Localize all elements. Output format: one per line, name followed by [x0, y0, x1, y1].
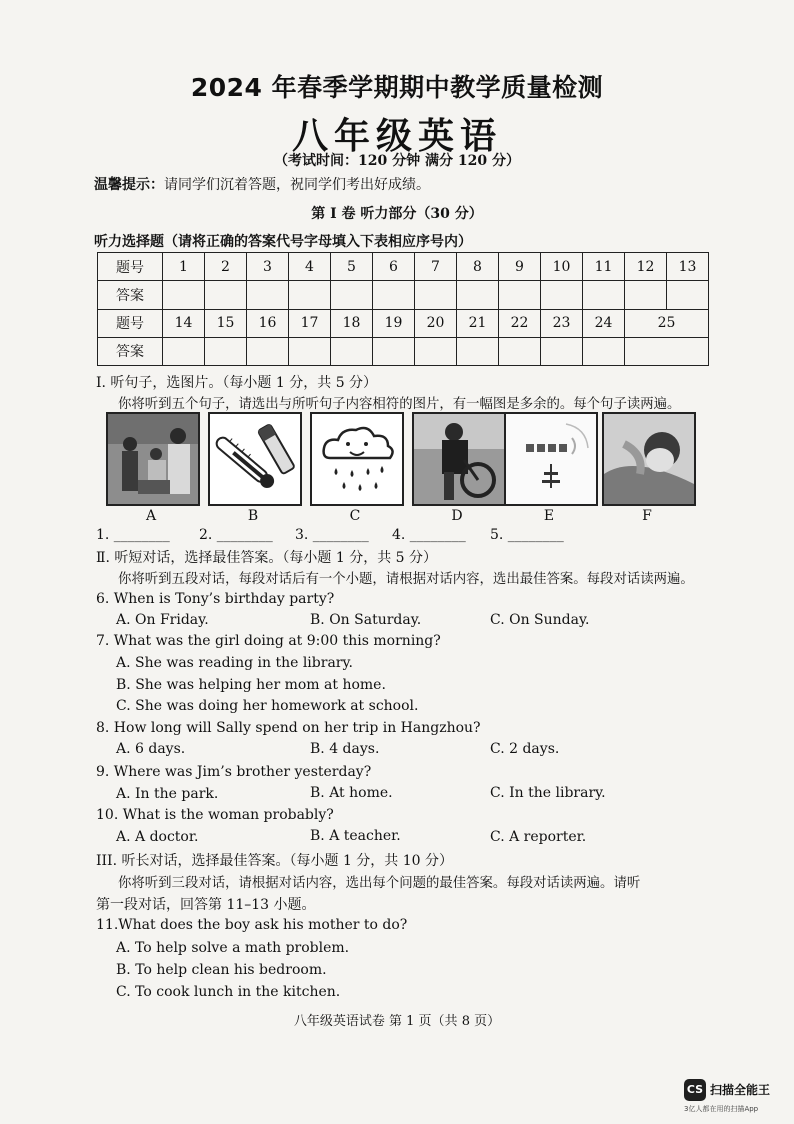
answer-blank[interactable]: 1. ________ [96, 527, 170, 543]
table-row [98, 253, 709, 281]
option-7a[interactable]: A. She was reading in the library. [116, 655, 353, 671]
table-cell: 14 [163, 309, 205, 337]
table-cell: 8 [457, 253, 499, 281]
table-cell: 1 [163, 253, 205, 281]
answer-cell[interactable] [625, 281, 667, 309]
option-8a[interactable]: A. 6 days. [116, 741, 186, 757]
answer-cell[interactable] [583, 337, 625, 365]
answer-cell[interactable] [373, 281, 415, 309]
reminder-text: 请同学们沉着答题，祝同学们考出好成绩。 [164, 177, 430, 193]
picture-a-people-image [106, 412, 200, 506]
row-label-answer: 答案 [98, 337, 163, 365]
section1-title: Ⅰ. 听句子，选图片。（每小题 1 分，共 5 分） [96, 375, 378, 391]
answer-cell[interactable] [499, 281, 541, 309]
page-footer: 八年级英语试卷 第 1 页（共 8 页） [293, 1014, 501, 1029]
table-cell: 15 [205, 309, 247, 337]
cs-logo-icon: CS [684, 1079, 706, 1101]
answer-cell[interactable] [457, 281, 499, 309]
option-8b[interactable]: B. 4 days. [310, 741, 380, 757]
scanner-slogan: 3亿人都在用的扫描App [684, 1105, 759, 1113]
picture-label: C [349, 508, 361, 524]
table-cell: 21 [457, 309, 499, 337]
option-10c[interactable]: C. A reporter. [490, 829, 587, 845]
scanner-watermark [684, 1079, 788, 1115]
subject-title: 八年级英语 [291, 115, 502, 157]
answer-cell[interactable] [415, 281, 457, 309]
reminder [94, 174, 430, 194]
picture-label: B [247, 508, 259, 524]
option-11c[interactable]: C. To cook lunch in the kitchen. [116, 984, 341, 1000]
option-11b[interactable]: B. To help clean his bedroom. [116, 962, 327, 978]
answer-cell[interactable] [289, 337, 331, 365]
question-11: 11.What does the boy ask his mother to do? [96, 917, 408, 933]
table-cell: 16 [247, 309, 289, 337]
answer-blank[interactable]: 3. ________ [295, 527, 369, 543]
picture-b-thermometer-image [208, 412, 302, 506]
answer-cell[interactable] [331, 281, 373, 309]
picture-d-bicycle-image [412, 412, 506, 506]
table-cell: 11 [583, 253, 625, 281]
picture-e-sign-image [504, 412, 598, 506]
table-cell: 5 [331, 253, 373, 281]
answer-cell[interactable] [205, 337, 247, 365]
section1-instruction: 你将听到五个句子，请选出与所听句子内容相符的图片，有一幅图是多余的。每个句子读两遍。 [118, 397, 681, 412]
option-10b[interactable]: B. A teacher. [310, 828, 401, 844]
table-cell: 23 [541, 309, 583, 337]
table-cell: 12 [625, 253, 667, 281]
picture-f-child-image [602, 412, 696, 506]
question-9: 9. Where was Jim’s brother yesterday? [96, 764, 372, 780]
question-6: 6. When is Tony’s birthday party? [96, 591, 335, 607]
answer-blank[interactable]: 2. ________ [199, 527, 273, 543]
row-label-number: 题号 [98, 309, 163, 337]
table-cell: 19 [373, 309, 415, 337]
option-7b[interactable]: B. She was helping her mom at home. [116, 677, 386, 693]
option-6b[interactable]: B. On Saturday. [310, 612, 422, 628]
scanner-name: 扫描全能王 [710, 1083, 771, 1097]
answer-cell[interactable] [373, 337, 415, 365]
table-cell: 7 [415, 253, 457, 281]
part-title: 第 Ⅰ 卷 听力部分（30 分） [311, 206, 483, 222]
answer-cell[interactable] [583, 281, 625, 309]
table-cell: 25 [625, 309, 709, 337]
option-6a[interactable]: A. On Friday. [116, 612, 209, 628]
option-9b[interactable]: B. At home. [310, 785, 393, 801]
answer-cell[interactable] [289, 281, 331, 309]
table-cell: 10 [541, 253, 583, 281]
question-10: 10. What is the woman probably? [96, 807, 334, 823]
option-9c[interactable]: C. In the library. [490, 785, 606, 801]
row-label-answer: 答案 [98, 281, 163, 309]
question-7: 7. What was the girl doing at 9:00 this morning? [96, 633, 441, 649]
answer-cell[interactable] [331, 337, 373, 365]
table-cell: 24 [583, 309, 625, 337]
table-cell: 2 [205, 253, 247, 281]
table-cell: 22 [499, 309, 541, 337]
section2-title: Ⅱ. 听短对话，选择最佳答案。（每小题 1 分，共 5 分） [96, 550, 438, 566]
table-row [98, 337, 709, 365]
section2-instruction: 你将听到五段对话，每段对话后有一个小题，请根据对话内容，选出最佳答案。每段对话读两遍。 [118, 572, 694, 587]
exam-title: 2024 年春季学期期中教学质量检测 [190, 73, 604, 102]
exam-info: （考试时间：120 分钟 满分 120 分） [274, 153, 520, 169]
table-cell: 9 [499, 253, 541, 281]
answer-cell[interactable] [541, 337, 583, 365]
answer-cell[interactable] [163, 281, 205, 309]
option-7c[interactable]: C. She was doing her homework at school. [116, 698, 419, 714]
table-cell: 3 [247, 253, 289, 281]
answer-table [97, 252, 709, 366]
option-8c[interactable]: C. 2 days. [490, 741, 560, 757]
question-8: 8. How long will Sally spend on her trip in Hangzhou? [96, 720, 481, 736]
answer-cell[interactable] [625, 337, 709, 365]
option-9a[interactable]: A. In the park. [116, 786, 219, 802]
table-cell: 13 [667, 253, 709, 281]
reminder-label: 温馨提示： [94, 177, 164, 193]
picture-c-rain-cloud-image [310, 412, 404, 506]
answer-blank[interactable]: 5. ________ [490, 527, 564, 543]
table-cell: 4 [289, 253, 331, 281]
section3-title: III. 听长对话，选择最佳答案。（每小题 1 分，共 10 分） [96, 853, 454, 869]
picture-label: E [543, 508, 555, 524]
table-row [98, 309, 709, 337]
section3-instruction: 你将听到三段对话，请根据对话内容，选出每个问题的最佳答案。每段对话读两遍。请听 [118, 876, 641, 891]
answer-cell[interactable] [247, 337, 289, 365]
picture-label: F [642, 508, 652, 524]
table-cell: 6 [373, 253, 415, 281]
option-6c[interactable]: C. On Sunday. [490, 612, 590, 628]
picture-label: A [145, 508, 157, 524]
table-row [98, 281, 709, 309]
answer-cell[interactable] [457, 337, 499, 365]
section3-instruction-cont: 第一段对话，回答第 11–13 小题。 [96, 897, 316, 913]
option-10a[interactable]: A. A doctor. [116, 829, 199, 845]
answer-cell[interactable] [247, 281, 289, 309]
answer-cell[interactable] [499, 337, 541, 365]
answer-cell[interactable] [163, 337, 205, 365]
answer-blank[interactable]: 4. ________ [392, 527, 466, 543]
picture-label: D [451, 508, 463, 524]
answer-cell[interactable] [205, 281, 247, 309]
table-cell: 17 [289, 309, 331, 337]
row-label-number: 题号 [98, 253, 163, 281]
table-cell: 18 [331, 309, 373, 337]
answer-cell[interactable] [415, 337, 457, 365]
picture-options [106, 412, 706, 522]
answer-table-title: 听力选择题（请将正确的答案代号字母填入下表相应序号内） [94, 234, 472, 250]
answer-cell[interactable] [667, 281, 709, 309]
table-cell: 20 [415, 309, 457, 337]
answer-cell[interactable] [541, 281, 583, 309]
option-11a[interactable]: A. To help solve a math problem. [116, 940, 350, 956]
